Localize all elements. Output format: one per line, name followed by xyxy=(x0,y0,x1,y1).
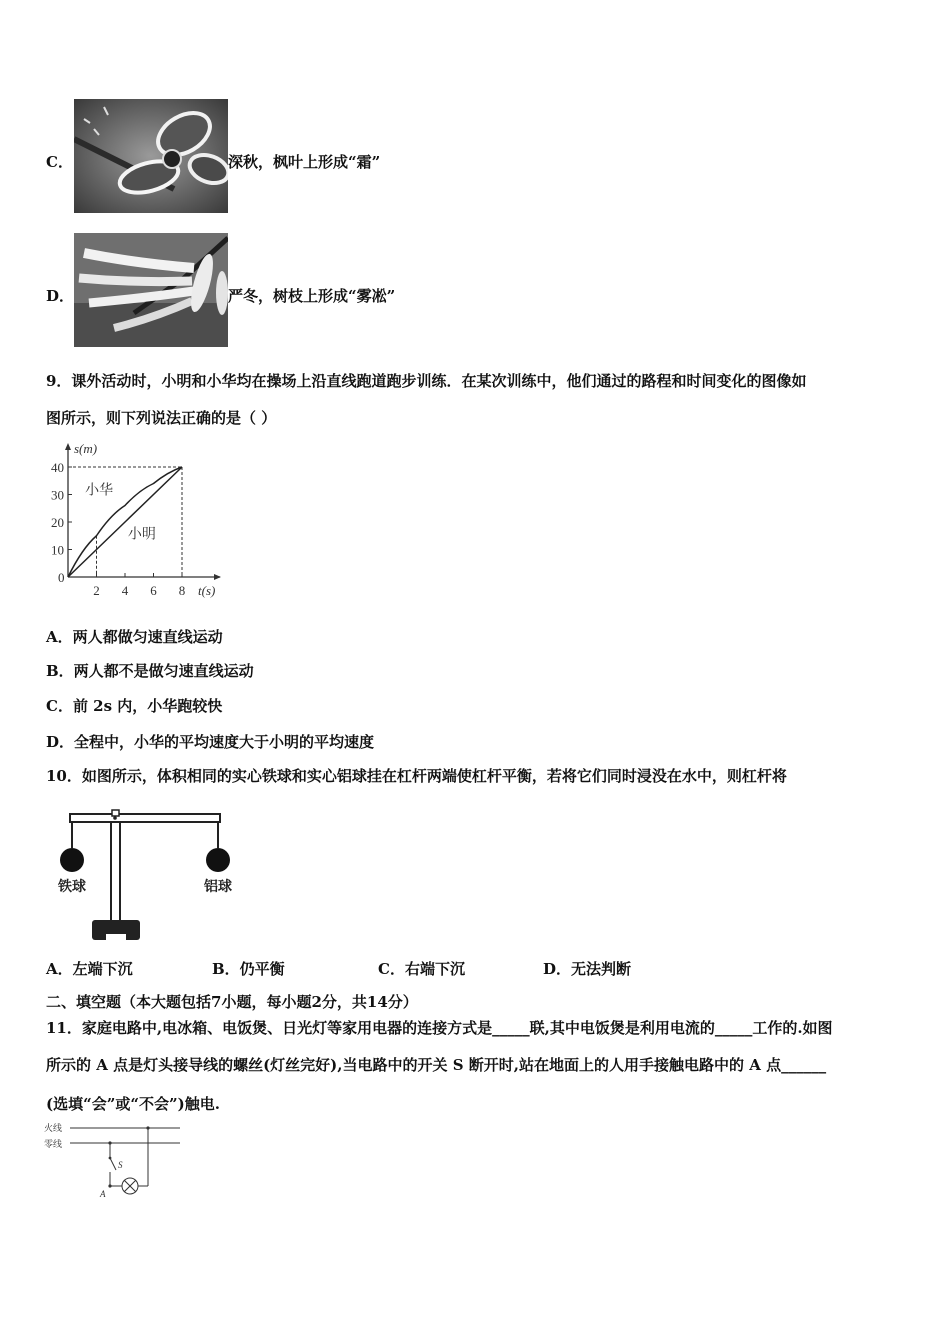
section-title: 二、填空题（本大题包括7小题，每小题2分，共14分） xyxy=(46,993,418,1011)
x-tick-label: 4 xyxy=(121,583,129,598)
point-a-label: A xyxy=(100,1189,106,1199)
y-tick-label: 20 xyxy=(51,515,64,530)
y-axis-label: s(m) xyxy=(74,441,98,456)
iron-ball-label: 铁球 xyxy=(58,880,86,895)
series-xiaohua-label: 小华 xyxy=(85,483,114,499)
distance-time-chart xyxy=(40,437,230,602)
q9-stem-line2: 图所示，则下列说法正确的是（ ） xyxy=(46,409,277,427)
q10-option-b: B．仍平衡 xyxy=(212,960,285,978)
aluminum-ball-label: 铝球 xyxy=(204,880,232,895)
x-axis-arrow xyxy=(214,574,221,580)
x-tick-label: 2 xyxy=(93,583,100,598)
circuit-figure xyxy=(44,1120,194,1200)
q10-option-d: D．无法判断 xyxy=(543,960,632,978)
lever-figure xyxy=(48,806,248,946)
q9-option-d: D．全程中，小华的平均速度大于小明的平均速度 xyxy=(46,733,375,751)
live-wire-label: 火线 xyxy=(44,1123,63,1133)
x-tick-label: 6 xyxy=(150,583,157,598)
neutral-wire-label: 零线 xyxy=(44,1139,63,1149)
q8-option-d-text: 严冬，树枝上形成“雾凇” xyxy=(228,287,396,305)
switch-label: S xyxy=(118,1160,123,1170)
x-axis-label: t(s) xyxy=(198,583,216,598)
q8-option-c-text: 深秋，枫叶上形成“霜” xyxy=(228,153,381,171)
iron-ball xyxy=(60,848,84,872)
y-tick-label: 40 xyxy=(51,460,64,475)
q10-stem: 10．如图所示，体积相同的实心铁球和实心铝球挂在杠杆两端使杠杆平衡，若将它们同时浸没在水中，则杠杆将 xyxy=(46,767,787,785)
frost-leaf-photo xyxy=(74,99,228,213)
q9-option-a: A．两人都做匀速直线运动 xyxy=(46,628,223,646)
y-tick-label: 30 xyxy=(51,487,64,503)
rime-branch-photo xyxy=(74,233,228,347)
q9-option-b: B．两人都不是做匀速直线运动 xyxy=(46,662,254,680)
series-xiaoming-label: 小明 xyxy=(127,527,156,543)
y-tick-label: 10 xyxy=(51,542,64,558)
aluminum-ball xyxy=(206,848,230,872)
x-tick-label: 8 xyxy=(178,583,186,598)
origin-label: 0 xyxy=(58,570,65,585)
q8-option-d-letter: D． xyxy=(46,287,75,305)
q9-option-c: C．前 2s 内，小华跑较快 xyxy=(46,697,223,715)
q11-line3: (选填“会”或“不会”)触电. xyxy=(46,1095,220,1113)
q9-stem-line1: 9．课外活动时，小明和小华均在操场上沿直线跑道跑步训练．在某次训练中，他们通过的路程和时间变化的图像如 xyxy=(46,372,807,390)
y-axis-arrow xyxy=(65,443,71,450)
q11-line1: 11．家庭电路中,电冰箱、电饭煲、日光灯等家用电器的连接方式是_____联,其中电饭煲是利用电流的_____工作的.如图 xyxy=(46,1019,833,1037)
q8-option-c-letter: C． xyxy=(46,153,73,171)
q11-line2: 所示的 A 点是灯头接导线的螺丝(灯丝完好),当电路中的开关 S 断开时,站在地面上的人用手接触电路中的 A 点______ xyxy=(46,1056,827,1074)
q10-option-a: A．左端下沉 xyxy=(46,960,133,978)
q10-option-c: C．右端下沉 xyxy=(378,960,465,978)
